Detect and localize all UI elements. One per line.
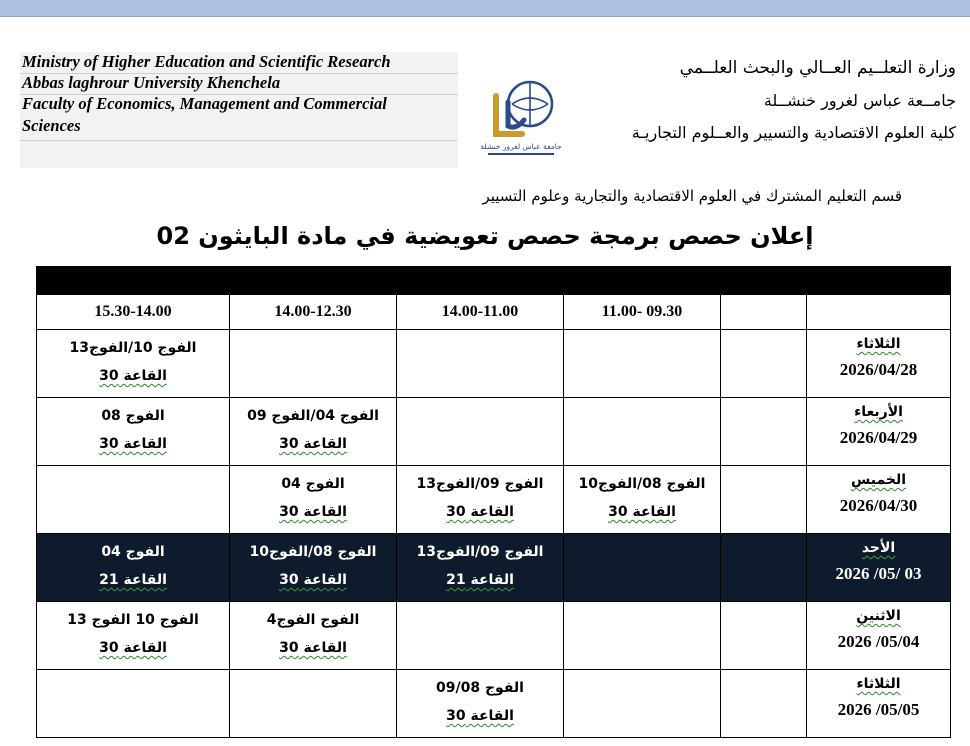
english-header-box bbox=[20, 52, 458, 168]
session-cell bbox=[721, 602, 807, 670]
time-slot-header: 11.00- 09.30 bbox=[564, 295, 721, 330]
date-label: 2026 /05/04 bbox=[837, 632, 920, 651]
group-label: الفوج 04 bbox=[101, 544, 165, 560]
table-row bbox=[37, 534, 951, 602]
group-label: الفوج 09/الفوج13 bbox=[416, 476, 544, 492]
group-label: الفوج 08/الفوج10 bbox=[578, 476, 706, 492]
group-label: الفوج 09/الفوج13 bbox=[416, 544, 544, 560]
day-cell bbox=[807, 534, 951, 602]
session-cell bbox=[397, 466, 564, 534]
session-cell bbox=[37, 534, 230, 602]
day-cell bbox=[807, 330, 951, 398]
day-name: الخميس bbox=[851, 472, 907, 488]
day-name: الأحد bbox=[861, 540, 896, 556]
session-cell bbox=[230, 670, 397, 738]
session-cell bbox=[230, 466, 397, 534]
session-cell bbox=[564, 330, 721, 398]
english-ministry: Ministry of Higher Education and Scientific Research bbox=[22, 52, 391, 71]
session-cell bbox=[397, 670, 564, 738]
date-label: 2026/04/30 bbox=[839, 496, 918, 515]
session-cell bbox=[397, 534, 564, 602]
session-cell bbox=[37, 330, 230, 398]
arabic-faculty: كلية العلوم الاقتصادية والتسيير والعــلوم التجاريـة bbox=[631, 123, 956, 142]
session-cell bbox=[397, 330, 564, 398]
english-faculty-cont: Sciences bbox=[22, 116, 81, 135]
day-name: الثلاثاء bbox=[856, 336, 901, 352]
window-top-bar bbox=[0, 0, 970, 17]
english-university: Abbas laghrour University Khenchela bbox=[22, 73, 281, 92]
day-name: الثلاثاء bbox=[856, 676, 901, 692]
session-cell bbox=[37, 398, 230, 466]
room-label: القاعة 21 bbox=[99, 572, 167, 588]
session-cell bbox=[564, 602, 721, 670]
room-label: القاعة 30 bbox=[279, 504, 347, 520]
session-cell bbox=[230, 602, 397, 670]
group-label: الفوج 10/الفوج13 bbox=[69, 340, 197, 356]
group-label: الفوج 04/الفوج 09 bbox=[247, 408, 379, 424]
room-label: القاعة 30 bbox=[446, 708, 514, 724]
room-label: القاعة 30 bbox=[279, 572, 347, 588]
day-name: الاثنين bbox=[856, 608, 901, 624]
session-cell bbox=[397, 602, 564, 670]
room-label: القاعة 30 bbox=[279, 640, 347, 656]
time-slot-header: 14.00-11.00 bbox=[397, 295, 564, 330]
table-row bbox=[37, 398, 951, 466]
day-cell bbox=[807, 602, 951, 670]
time-slot-header: 14.00-12.30 bbox=[230, 295, 397, 330]
arabic-ministry: وزارة التعلــيم العــالي والبحث العلــمي bbox=[679, 58, 956, 78]
table-row bbox=[37, 670, 951, 738]
group-label: الفوج 08 bbox=[101, 408, 165, 424]
session-cell bbox=[397, 398, 564, 466]
time-header-row bbox=[37, 295, 951, 330]
day-cell bbox=[807, 398, 951, 466]
session-cell bbox=[721, 670, 807, 738]
table-row bbox=[37, 602, 951, 670]
session-cell bbox=[721, 330, 807, 398]
session-cell bbox=[721, 466, 807, 534]
date-label: 2026 /05/05 bbox=[837, 700, 920, 719]
session-cell bbox=[721, 398, 807, 466]
room-label: القاعة 30 bbox=[99, 368, 167, 384]
table-row bbox=[37, 330, 951, 398]
arabic-university: جامــعة عباس لغرور خنشــلة bbox=[763, 91, 956, 110]
room-label: القاعة 30 bbox=[446, 504, 514, 520]
session-cell bbox=[37, 602, 230, 670]
day-name: الأربعاء bbox=[854, 404, 903, 420]
session-cell bbox=[564, 466, 721, 534]
announcement-title: إعلان حصص برمجة حصص تعويضية في مادة البايثون 02 bbox=[156, 222, 814, 250]
session-cell bbox=[721, 534, 807, 602]
session-cell bbox=[230, 330, 397, 398]
room-label: القاعة 30 bbox=[608, 504, 676, 520]
room-label: القاعة 30 bbox=[99, 640, 167, 656]
day-cell bbox=[807, 466, 951, 534]
table-row bbox=[37, 466, 951, 534]
group-label: الفوج 08/الفوج10 bbox=[249, 544, 377, 560]
department-name: قسم التعليم المشترك في العلوم الاقتصادية والتجارية وعلوم التسيير bbox=[482, 187, 902, 205]
english-faculty: Faculty of Economics, Management and Commercial bbox=[22, 94, 387, 113]
table-top-bar bbox=[37, 267, 951, 295]
room-label: القاعة 21 bbox=[446, 572, 514, 588]
day-cell bbox=[807, 670, 951, 738]
logo-text: جامعة عباس لغرور خنشلة bbox=[480, 142, 562, 151]
session-cell bbox=[230, 398, 397, 466]
schedule-table bbox=[36, 266, 951, 738]
date-label: 2026/04/28 bbox=[839, 360, 918, 379]
schedule-body bbox=[37, 330, 951, 738]
session-cell bbox=[564, 398, 721, 466]
group-label: الفوج الفوج4 bbox=[266, 612, 360, 628]
group-label: الفوج 10 الفوج 13 bbox=[67, 612, 199, 628]
session-cell bbox=[564, 670, 721, 738]
date-label: 2026/04/29 bbox=[839, 428, 918, 447]
date-label: 2026 /05/ 03 bbox=[835, 564, 922, 583]
room-label: القاعة 30 bbox=[99, 436, 167, 452]
session-cell bbox=[37, 466, 230, 534]
time-slot-header: 15.30-14.00 bbox=[37, 295, 230, 330]
time-slot-header bbox=[721, 295, 807, 330]
time-slot-header bbox=[807, 295, 951, 330]
group-label: الفوج 04 bbox=[281, 476, 345, 492]
session-cell bbox=[37, 670, 230, 738]
session-cell bbox=[230, 534, 397, 602]
group-label: الفوج 09/08 bbox=[436, 680, 524, 696]
university-logo bbox=[478, 74, 564, 160]
room-label: القاعة 30 bbox=[279, 436, 347, 452]
session-cell bbox=[564, 534, 721, 602]
